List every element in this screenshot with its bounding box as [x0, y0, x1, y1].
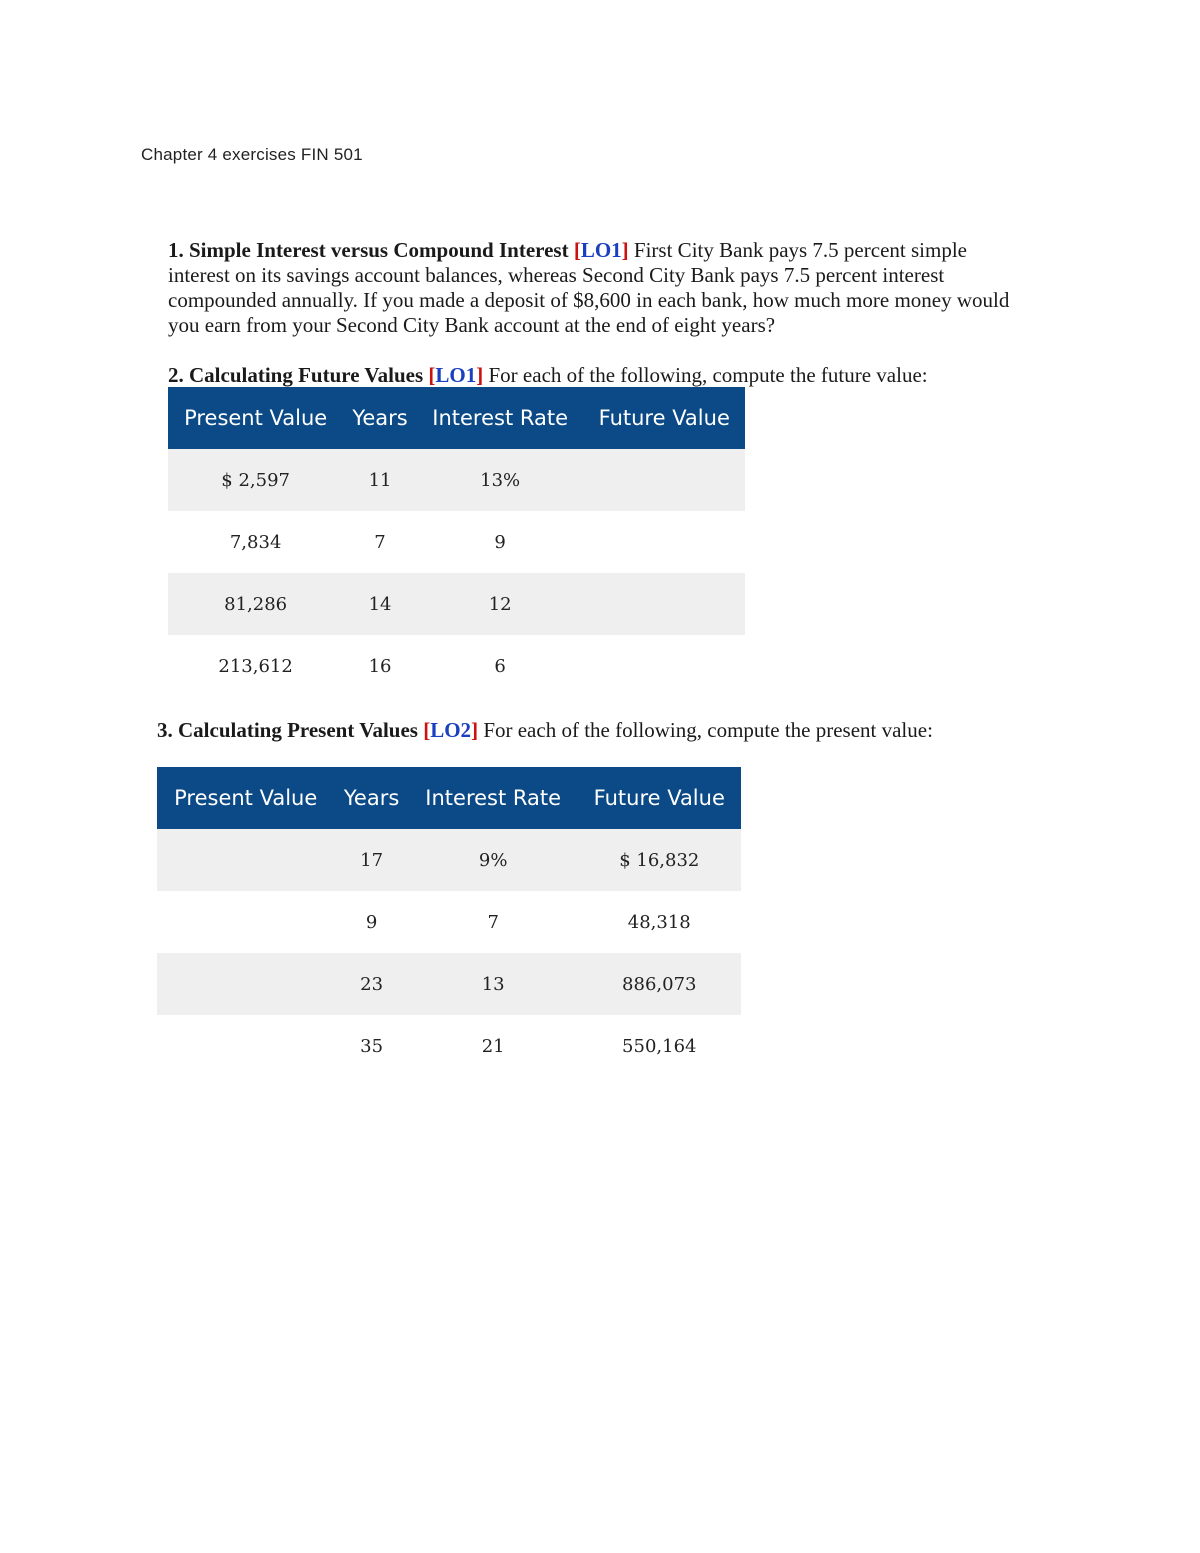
table-cell: 17 — [334, 829, 408, 891]
table-cell: 9% — [409, 829, 578, 891]
question-2-text: For each of the following, compute the future value: — [483, 363, 928, 387]
table-cell — [584, 449, 745, 511]
table-row — [157, 953, 741, 1015]
lo-bracket-open: [ — [573, 238, 581, 262]
column-header: Years — [334, 767, 408, 829]
column-header: Future Value — [584, 387, 745, 449]
table-cell: 13% — [417, 449, 584, 511]
table-header-row — [157, 767, 741, 829]
question-1-lo-tag — [574, 238, 629, 262]
table-cell: 21 — [481, 1035, 505, 1057]
future-value-table — [168, 387, 745, 697]
table-cell: 7,834 — [229, 531, 282, 553]
table-cell: 81,286 — [168, 573, 343, 635]
table-cell: 11 — [343, 449, 417, 511]
table-row — [157, 1015, 741, 1077]
table-cell: 35 — [360, 1035, 384, 1057]
column-header: Interest Rate — [417, 387, 584, 449]
lo-bracket-close: ] — [471, 718, 479, 742]
table-cell — [157, 891, 334, 953]
table-row — [157, 891, 741, 953]
table-cell — [584, 573, 745, 635]
table-row — [157, 829, 741, 891]
table-cell: 9 — [494, 531, 506, 553]
table-cell: 6 — [494, 655, 506, 677]
lo-bracket-close: ] — [621, 238, 629, 262]
lo-bracket-open: [ — [428, 363, 436, 387]
question-2 — [168, 363, 1038, 388]
table-cell: 886,073 — [578, 953, 741, 1015]
table-header-row — [168, 387, 745, 449]
question-2-title: 2. Calculating Future Values — [168, 363, 424, 387]
document-title: Chapter 4 exercises FIN 501 — [141, 145, 363, 164]
table-cell — [157, 829, 334, 891]
table-cell: 14 — [343, 573, 417, 635]
column-header: Present Value — [157, 767, 334, 829]
question-1 — [168, 238, 1028, 338]
table-row — [168, 511, 745, 573]
question-3-lo-tag — [423, 718, 478, 742]
table-cell: $ 2,597 — [168, 449, 343, 511]
column-header: Present Value — [168, 387, 343, 449]
lo-label: LO1 — [580, 238, 622, 262]
lo-label: LO1 — [435, 363, 477, 387]
question-3 — [157, 718, 987, 743]
column-header: Future Value — [578, 767, 741, 829]
column-header: Interest Rate — [409, 767, 578, 829]
table-cell: 7 — [487, 911, 499, 933]
table-cell: 13 — [409, 953, 578, 1015]
question-1-text: First City Bank pays 7.5 percent simple interest on its savings account balances, whereas Second City Bank pays 7.5 percent interest compounded annually. If you made a deposit of $8,600 in each bank, how much more money would you earn from your Second City Bank account at the end of eight years? — [168, 238, 1010, 337]
question-2-lo-tag — [428, 363, 483, 387]
table-cell: 550,164 — [622, 1035, 697, 1057]
lo-bracket-close: ] — [476, 363, 484, 387]
table-cell — [584, 511, 745, 573]
table-cell: 48,318 — [627, 911, 691, 933]
table-cell: 7 — [374, 531, 386, 553]
table-cell — [584, 635, 745, 697]
lo-bracket-open: [ — [423, 718, 431, 742]
question-1-title: 1. Simple Interest versus Compound Interest — [168, 238, 569, 262]
table-cell: 23 — [334, 953, 408, 1015]
table-row — [168, 573, 745, 635]
table-cell — [157, 1015, 334, 1077]
question-3-text: For each of the following, compute the present value: — [478, 718, 933, 742]
table-cell: 16 — [368, 655, 392, 677]
question-3-title: 3. Calculating Present Values — [157, 718, 418, 742]
table-cell: 9 — [365, 911, 378, 933]
lo-label: LO2 — [430, 718, 472, 742]
table-row — [168, 635, 745, 697]
table-cell: 12 — [417, 573, 584, 635]
table-row — [168, 449, 745, 511]
column-header: Years — [343, 387, 417, 449]
table-cell: 213,612 — [218, 655, 293, 677]
present-value-table — [157, 767, 741, 1077]
table-cell — [157, 953, 334, 1015]
table-cell: $ 16,832 — [578, 829, 741, 891]
